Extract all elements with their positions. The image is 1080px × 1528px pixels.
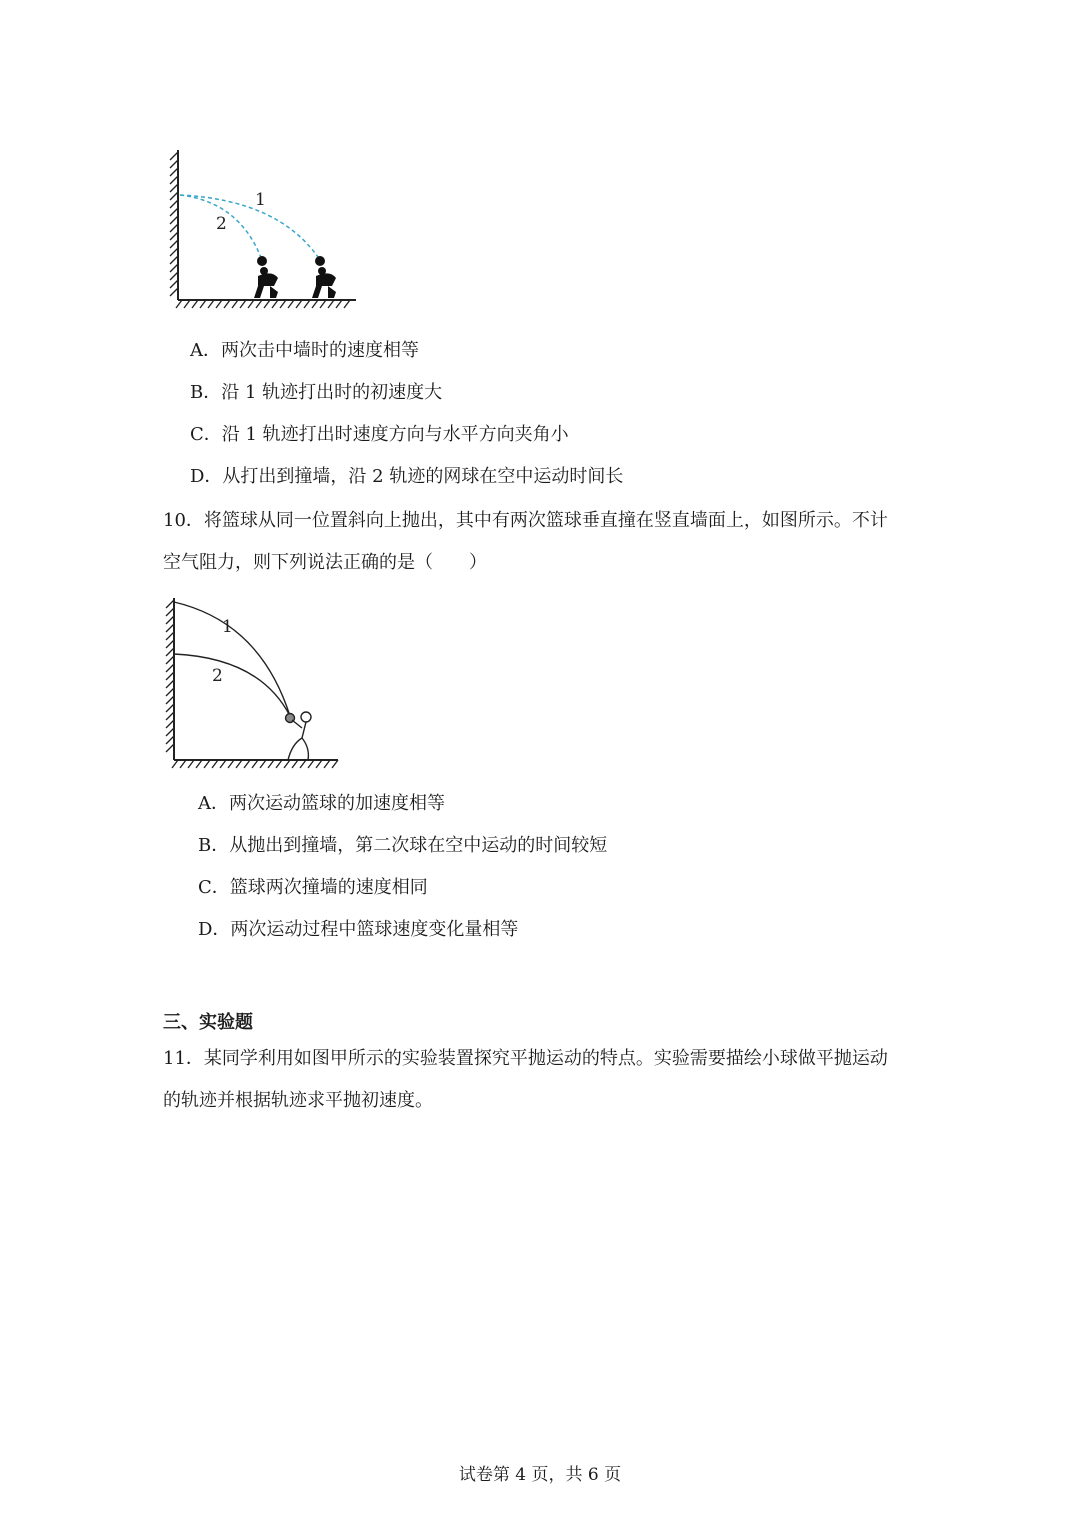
q9-option-a: A．两次击中墙时的速度相等 <box>190 340 419 361</box>
q9-option-d: D．从打出到撞墙，沿 2 轨迹的网球在空中运动时间长 <box>190 466 624 487</box>
trajectory-2-label: 2 <box>216 214 227 234</box>
q9-option-c: C．沿 1 轨迹打出时速度方向与水平方向夹角小 <box>190 424 569 445</box>
trajectory-2-label: 2 <box>212 666 223 686</box>
trajectory-1 <box>180 195 320 260</box>
q11-text-line2: 的轨迹并根据轨迹求平抛初速度。 <box>163 1090 433 1111</box>
q10-text-line2: 空气阻力，则下列说法正确的是（ ） <box>163 552 487 573</box>
page-footer: 试卷第 4 页，共 6 页 <box>458 1465 622 1485</box>
q10-option-d: D．两次运动过程中篮球速度变化量相等 <box>198 919 519 940</box>
trajectory-2 <box>174 654 290 716</box>
figure-tennis-wall <box>160 140 370 320</box>
q9-option-b: B．沿 1 轨迹打出时的初速度大 <box>190 382 443 403</box>
ground-hatching <box>172 760 338 768</box>
q10-option-b: B．从抛出到撞墙，第二次球在空中运动的时间较短 <box>198 835 608 856</box>
q11-text-line1: 11．某同学利用如图甲所示的实验装置探究平抛运动的特点。实验需要描绘小球做平抛运动 <box>163 1048 888 1069</box>
wall-hatching <box>170 150 178 300</box>
thrower-figure <box>286 712 312 760</box>
ground-hatching <box>176 300 356 308</box>
section-title: 三、实验题 <box>163 1012 253 1033</box>
q10-option-c: C．篮球两次撞墙的速度相同 <box>198 877 428 898</box>
trajectory-1-label: 1 <box>222 617 233 637</box>
player-silhouette-1 <box>254 256 278 298</box>
wall-hatching <box>166 598 174 760</box>
trajectory-1-label: 1 <box>255 190 266 210</box>
player-silhouette-2 <box>312 256 336 298</box>
q10-text-line1: 10．将篮球从同一位置斜向上抛出，其中有两次篮球垂直撞在竖直墙面上，如图所示。不计 <box>163 510 888 531</box>
q10-option-a: A．两次运动篮球的加速度相等 <box>198 793 445 814</box>
figure-basketball-wall <box>160 592 350 774</box>
